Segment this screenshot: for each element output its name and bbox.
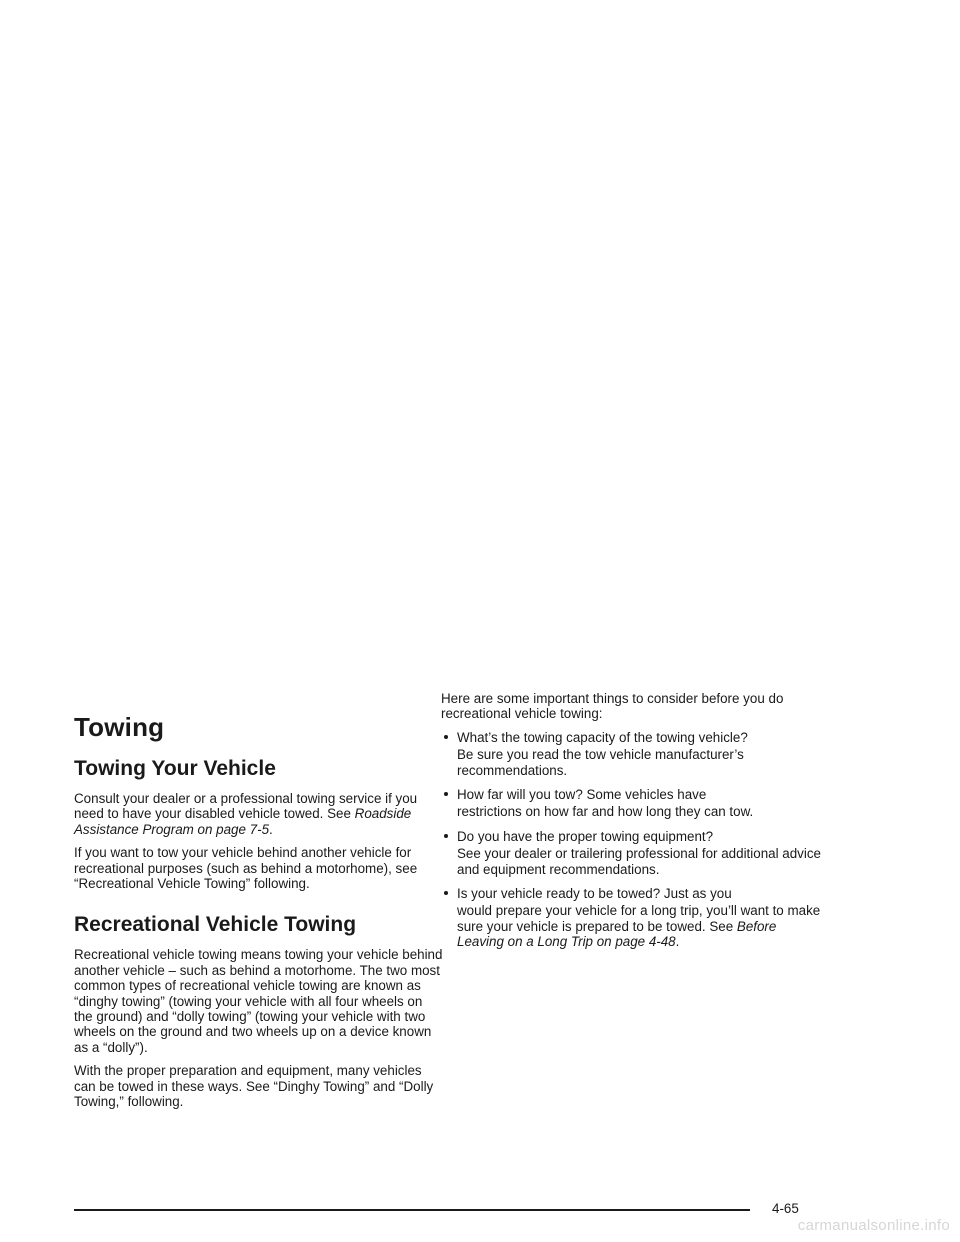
bullet-answer: restrictions on how far and how long they can tow.	[457, 804, 754, 820]
bullet-icon	[444, 891, 448, 895]
paragraph-recreational-purposes: If you want to tow your vehicle behind another vehicle for recreational purposes (such as behind a motorhome), see “Recreational Vehicle Towing” following.	[74, 845, 418, 892]
list-item	[441, 829, 821, 877]
considerations-list	[441, 730, 821, 950]
bullet-question: Is your vehicle ready to be towed? Just as you	[457, 886, 732, 902]
watermark: carmanualsonline.info	[797, 1217, 950, 1234]
section-heading-towing-your-vehicle: Towing Your Vehicle	[74, 757, 276, 780]
bullet-question: What’s the towing capacity of the towing vehicle?	[457, 729, 748, 745]
page-number: 4-65	[772, 1201, 799, 1216]
bullet-icon	[444, 735, 448, 739]
list-item	[441, 886, 821, 950]
paragraph-rv-towing-definition: Recreational vehicle towing means towing your vehicle behind another vehicle – such as behind a motorhome. The two most common types of recreational vehicle towing are known as “dinghy towing” (towing your vehicle with all four wheels on the ground) and “dolly towing” (towing your vehicle with two wheels on the ground and two wheels up on a device known as a “dolly”).	[74, 947, 443, 1055]
left-column	[74, 712, 444, 1118]
right-column	[441, 691, 821, 959]
bullet-answer: See your dealer or trailering professional for additional advice and equipment recommendations.	[457, 846, 821, 877]
bullet-answer: Be sure you read the tow vehicle manufacturer’s recommendations.	[457, 747, 744, 778]
bullet-icon	[444, 834, 448, 838]
cross-reference-roadside-assistance[interactable]: Roadside Assistance Program on page 7-5	[74, 806, 412, 837]
footer-divider	[74, 1209, 750, 1211]
chapter-title: Towing	[74, 712, 165, 742]
bullet-question: How far will you tow? Some vehicles have	[457, 787, 707, 803]
list-item	[441, 787, 821, 820]
bullet-question: Do you have the proper towing equipment?	[457, 828, 714, 844]
paragraph-consult-dealer: Consult your dealer or a professional towing service if you need to have your disabled vehicle towed. See Roadside Assistance Program on page 7-5.	[74, 791, 418, 837]
cross-reference-long-trip[interactable]: Before Leaving on a Long Trip on page 4-48	[457, 918, 777, 950]
bullet-icon	[444, 792, 448, 796]
paragraph-proper-preparation: With the proper preparation and equipment, many vehicles can be towed in these ways. See “Dinghy Towing” and “Dolly Towing,” following.	[74, 1063, 434, 1110]
list-item	[441, 730, 821, 778]
section-heading-recreational-vehicle-towing: Recreational Vehicle Towing	[74, 913, 357, 937]
bullet-answer: would prepare your vehicle for a long trip, you’ll want to make sure your vehicle is prepared to be towed. See Before Leaving on a Long Trip on page 4-48.	[457, 903, 821, 950]
paragraph-considerations-intro: Here are some important things to consider before you do recreational vehicle towing:	[441, 691, 784, 722]
